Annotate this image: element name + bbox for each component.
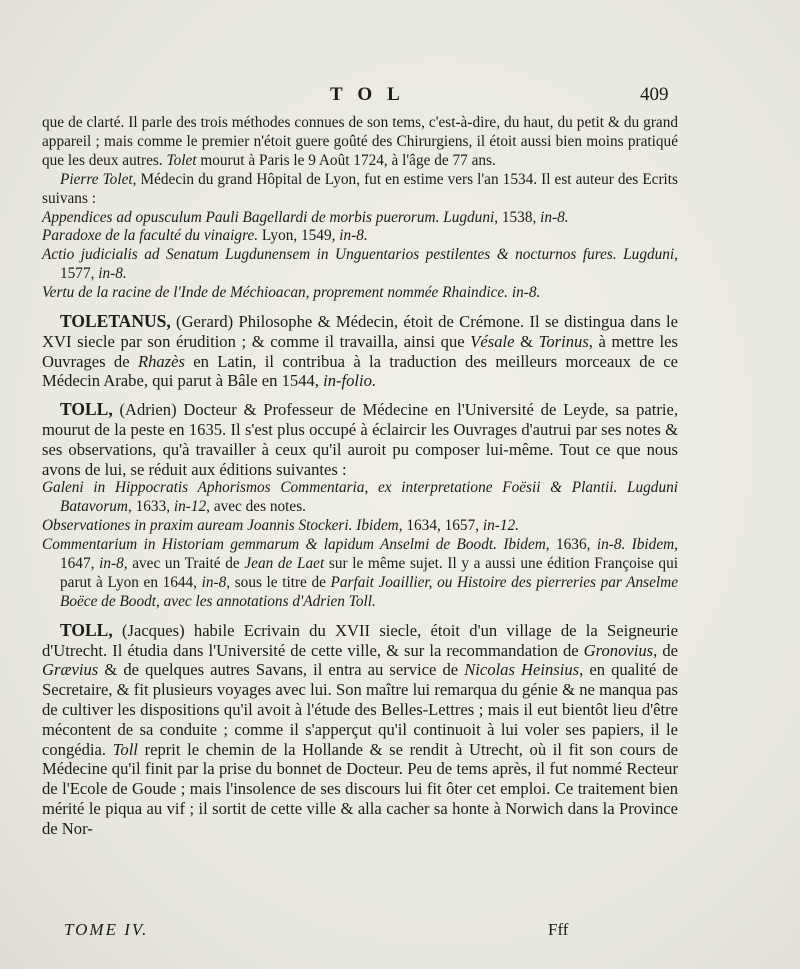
entry-toll-jacques: TOLL, (Jacques) habile Ecrivain du XVII siecle, étoit d'un village de la Seigneurie d'Utrecht. Il étudia dans l'Université de cette ville, & sur la recommandation de Gronovius, de Grævius & de quelques autres Savans, il entra au service de Nicolas Heinsius, en qualité de Secretaire, & fit plusieurs voyages avec lui. Son maître lui remarqua du génie & ne manqua pas de cultiver les dispositions qu'il avoit à l'étude des Belles-Lettres ; mais il eut bientôt lieu d'être mécontent de sa conduite ; comme il s'apperçut qu'il continuoit à lui voler ses papiers, il le congédia. Toll reprit le chemin de la Hollande & se rendit à Utrecht, où il fit son cours de Médecine qu'il finit par la prise du bonnet de Docteur. Peu de tems après, il fut nommé Recteur de l'Ecole de Goude ; mais l'insolence de ses discours lui fit ôter cet emploi. Ce traitement bien mérité le piqua au vif ; il sortit de cette ville & alla cacher sa honte à Norwich dans la Province de Nor- [42, 619, 678, 838]
running-header: TOL [330, 84, 415, 105]
bibliography-item: Vertu de la racine de l'Inde de Méchioacan, proprement nommée Rhaindice. in-8. [42, 284, 541, 302]
entry-toll-adrien: TOLL, (Adrien) Docteur & Professeur de Médecine en l'Université de Leyde, sa patrie, mourut de la peste en 1635. Il s'est plus occupé à éclaircir les Ouvrages d'autrui par ses notes & ses observations, qu'à travailler à ceux qu'il auroit pu composer lui-même. Tout ce que nous avons de lui, se réduit aux éditions suivantes : [42, 399, 678, 479]
bibliography-item: Paradoxe de la faculté du vinaigre. Lyon, 1549, in-8. [42, 227, 368, 245]
paragraph-pierre-tolet: Pierre Tolet, Médecin du grand Hôpital de Lyon, fut en estime vers l'an 1534. Il est auteur des Ecrits suivans : [42, 170, 678, 207]
bibliography-item: Actio judicialis ad Senatum Lugdunensem in Unguentarios pestilentes & nocturnos fures. Lugduni, 1577, in-8. [42, 246, 678, 283]
bibliography-item: Observationes in praxim auream Joannis Stockeri. Ibidem, 1634, 1657, in-12. [42, 517, 519, 535]
page-body [42, 114, 678, 839]
entry-headword: TOLL, [60, 399, 113, 420]
bibliography-item: Commentarium in Historiam gemmarum & lapidum Anselmi de Boodt. Ibidem, 1636, in-8. Ibidem, 1647, in-8, avec un Traité de Jean de Laet sur le même sujet. Il y a aussi une édition Françoise qui parut à Lyon en 1644, in-8, sous le titre de Parfait Joaillier, ou Histoire des pierreries par Anselme Boëce de Boodt, avec les annotations d'Adrien Toll. [42, 536, 678, 610]
paragraph-tolet-continued: que de clarté. Il parle des trois méthodes connues de son tems, c'est-à-dire, du haut, du petit & du grand appareil ; mais comme le premier n'étoit guere goûté des Chirurgiens, il étoit aussi bien moins pratiqué que les deux autres. Tolet mourut à Paris le 9 Août 1724, à l'âge de 77 ans. [42, 114, 678, 169]
bibliography-item: Appendices ad opusculum Pauli Bagellardi de morbis puerorum. Lugduni, 1538, in-8. [42, 208, 569, 226]
volume-footer: TOME IV. [64, 920, 149, 939]
entry-toletanus: TOLETANUS, (Gerard) Philosophe & Médecin, étoit de Crémone. Il se distingua dans le XVI siecle par son érudition ; & comme il travailla, ainsi que Vésale & Torinus, à mettre les Ouvrages de Rhazès en Latin, il contribua à la traduction des meilleurs morceaux de ce Médecin Arabe, qui parut à Bâle en 1544, in-folio. [42, 311, 679, 391]
entry-headword: TOLETANUS, [60, 311, 171, 332]
page-number: 409 [640, 84, 669, 105]
bibliography-item: Galeni in Hippocratis Aphorismos Commentaria, ex interpretatione Foësii & Plantii. Lugduni Batavorum, 1633, in-12, avec des notes. [42, 479, 678, 516]
signature-mark: Fff [548, 920, 569, 939]
entry-headword: TOLL, [60, 619, 113, 640]
